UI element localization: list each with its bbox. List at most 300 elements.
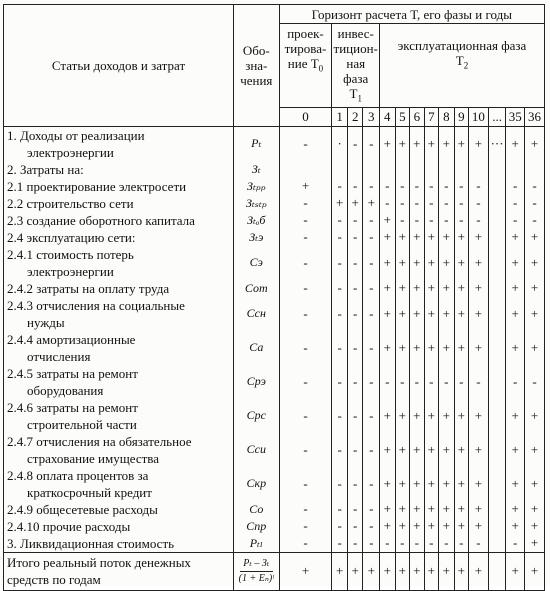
- total-year-mark: +: [395, 552, 410, 590]
- year-mark: +: [525, 246, 545, 280]
- total-year-mark: +: [424, 552, 439, 590]
- year-mark: +: [525, 535, 545, 553]
- year-mark: ·: [332, 126, 348, 161]
- row-name-line: 2.4.5 затраты на ремонт: [7, 365, 138, 381]
- year-mark: +: [363, 195, 380, 212]
- year-mark: +: [439, 229, 455, 246]
- row-name: [4, 501, 234, 518]
- year-mark: +: [525, 433, 545, 467]
- year-mark: +: [439, 399, 455, 433]
- year-mark: +: [380, 212, 396, 229]
- table-row: [4, 229, 545, 246]
- year-mark: -: [363, 433, 380, 467]
- year-mark: -: [469, 212, 489, 229]
- total-year-mark: +: [380, 552, 396, 590]
- year-mark: +: [439, 518, 455, 535]
- year-mark: +: [506, 467, 525, 501]
- header-operation-phase-text: эксплуатационная фаза T: [397, 38, 527, 68]
- header-designation-text: Обо- зна- чения: [240, 42, 273, 88]
- total-label: [4, 552, 234, 590]
- row-designation: Ссн: [234, 297, 280, 331]
- year-mark: -: [279, 297, 332, 331]
- year-mark: +: [424, 467, 439, 501]
- year-mark: -: [347, 212, 363, 229]
- header-year: 8: [439, 107, 455, 126]
- year-mark: +: [439, 297, 455, 331]
- year-mark: -: [279, 365, 332, 399]
- row-designation: Сси: [234, 433, 280, 467]
- row-name: [4, 195, 234, 212]
- year-mark: -: [410, 195, 425, 212]
- total-year-mark: +: [279, 552, 332, 590]
- header-designation: [234, 5, 280, 127]
- year-mark: +: [380, 229, 396, 246]
- year-mark: +: [454, 501, 469, 518]
- year-mark: +: [439, 433, 455, 467]
- year-mark: -: [410, 365, 425, 399]
- year-mark: -: [347, 467, 363, 501]
- year-mark: +: [410, 246, 425, 280]
- year-mark: +: [439, 246, 455, 280]
- year-mark: -: [469, 178, 489, 195]
- year-mark: -: [469, 365, 489, 399]
- year-mark: [469, 161, 489, 178]
- year-mark: +: [410, 518, 425, 535]
- total-year-mark: +: [347, 552, 363, 590]
- year-mark: +: [439, 501, 455, 518]
- row-name-line: 2.3 создание оборотного капитала: [7, 212, 195, 228]
- year-mark: [279, 161, 332, 178]
- row-name: [4, 518, 234, 535]
- year-mark: -: [332, 399, 348, 433]
- row-designation: Срс: [234, 399, 280, 433]
- year-mark: -: [439, 195, 455, 212]
- table-row: [4, 246, 545, 280]
- year-mark: +: [525, 518, 545, 535]
- year-mark: +: [424, 399, 439, 433]
- year-mark: +: [380, 518, 396, 535]
- year-mark: -: [279, 399, 332, 433]
- header-year: 6: [410, 107, 425, 126]
- header-year: 35: [506, 107, 525, 126]
- year-mark: -: [363, 229, 380, 246]
- year-mark: +: [469, 126, 489, 161]
- year-mark: +: [525, 467, 545, 501]
- year-mark: [506, 161, 525, 178]
- row-name-line: 2.1 проектирование электросети: [7, 178, 187, 194]
- year-mark: -: [454, 365, 469, 399]
- row-name: [4, 280, 234, 297]
- year-mark: +: [380, 399, 396, 433]
- year-mark: +: [395, 229, 410, 246]
- total-year-mark: +: [363, 552, 380, 590]
- header-year: 3: [363, 107, 380, 126]
- year-mark: -: [454, 178, 469, 195]
- year-mark: -: [395, 365, 410, 399]
- header-year: ...: [488, 107, 506, 126]
- year-mark: +: [525, 229, 545, 246]
- year-mark: -: [424, 212, 439, 229]
- year-mark: +: [424, 280, 439, 297]
- year-mark: -: [439, 365, 455, 399]
- row-name-line: 2.4 эксплуатацию сети:: [7, 229, 136, 245]
- year-mark: ···: [488, 126, 506, 161]
- header-horizon: Горизонт расчета Т, его фазы и годы: [279, 5, 544, 24]
- year-mark: -: [347, 365, 363, 399]
- year-mark: [332, 161, 348, 178]
- total-year-mark: +: [525, 552, 545, 590]
- year-mark: -: [279, 280, 332, 297]
- row-name: [4, 126, 234, 161]
- table-row: [4, 178, 545, 195]
- year-mark: -: [525, 195, 545, 212]
- year-mark: -: [469, 535, 489, 553]
- year-mark: -: [347, 229, 363, 246]
- year-mark: +: [439, 467, 455, 501]
- row-name-line: 2.4.2 затраты на оплату труда: [7, 280, 170, 296]
- row-designation: Скр: [234, 467, 280, 501]
- year-mark: +: [410, 501, 425, 518]
- year-mark: +: [469, 246, 489, 280]
- row-name-line: 2.2 строительство сети: [7, 195, 134, 211]
- year-mark: +: [380, 297, 396, 331]
- header-invest-phase-text: инвес- тицион- ная фаза T: [333, 26, 378, 101]
- header-year: 4: [380, 107, 396, 126]
- row-name-line: 2.4.7 отчисления на обязательное: [7, 433, 192, 449]
- year-mark: -: [363, 126, 380, 161]
- year-mark: [488, 178, 506, 195]
- row-name-line: строительной части: [27, 416, 137, 432]
- year-mark: [488, 467, 506, 501]
- year-mark: +: [506, 126, 525, 161]
- row-name: [4, 433, 234, 467]
- year-mark: +: [410, 399, 425, 433]
- year-mark: -: [279, 535, 332, 553]
- year-mark: [488, 518, 506, 535]
- year-mark: -: [363, 280, 380, 297]
- row-designation: Зₜэ: [234, 229, 280, 246]
- row-name-line: 2.4.4 амортизационные: [7, 331, 136, 347]
- year-mark: +: [506, 280, 525, 297]
- year-mark: -: [395, 535, 410, 553]
- year-mark: -: [332, 280, 348, 297]
- year-mark: -: [347, 126, 363, 161]
- year-mark: -: [363, 501, 380, 518]
- year-mark: +: [380, 126, 396, 161]
- year-mark: [424, 161, 439, 178]
- year-mark: -: [347, 246, 363, 280]
- row-name-line: нужды: [27, 314, 65, 330]
- year-mark: -: [424, 365, 439, 399]
- year-mark: +: [395, 126, 410, 161]
- year-mark: [488, 331, 506, 365]
- year-mark: -: [439, 178, 455, 195]
- total-row: [4, 552, 545, 590]
- year-mark: [488, 212, 506, 229]
- year-mark: +: [395, 297, 410, 331]
- year-mark: -: [410, 178, 425, 195]
- table-row: [4, 126, 545, 161]
- row-designation: Зₜₚₚ: [234, 178, 280, 195]
- year-mark: -: [279, 331, 332, 365]
- year-mark: -: [347, 433, 363, 467]
- year-mark: +: [395, 518, 410, 535]
- header-design-phase-sub: 0: [318, 63, 324, 74]
- year-mark: [439, 161, 455, 178]
- year-mark: -: [410, 535, 425, 553]
- year-mark: -: [279, 126, 332, 161]
- year-mark: +: [525, 399, 545, 433]
- year-mark: +: [424, 126, 439, 161]
- row-name: [4, 331, 234, 365]
- table-row: [4, 331, 545, 365]
- year-mark: +: [525, 280, 545, 297]
- year-mark: +: [410, 467, 425, 501]
- year-mark: [488, 229, 506, 246]
- year-mark: [410, 161, 425, 178]
- year-mark: +: [380, 246, 396, 280]
- header-year: 2: [347, 107, 363, 126]
- year-mark: +: [410, 280, 425, 297]
- row-name: [4, 246, 234, 280]
- total-year-mark: +: [506, 552, 525, 590]
- year-mark: -: [332, 535, 348, 553]
- year-mark: -: [363, 331, 380, 365]
- year-mark: -: [380, 365, 396, 399]
- total-year-mark: [488, 552, 506, 590]
- year-mark: +: [469, 297, 489, 331]
- year-mark: -: [347, 518, 363, 535]
- header-year: 7: [424, 107, 439, 126]
- table-row: [4, 433, 545, 467]
- row-name: [4, 365, 234, 399]
- header-year: 5: [395, 107, 410, 126]
- year-mark: +: [525, 126, 545, 161]
- year-mark: +: [395, 467, 410, 501]
- year-mark: +: [469, 467, 489, 501]
- year-mark: +: [439, 331, 455, 365]
- year-mark: +: [439, 126, 455, 161]
- table-row: [4, 501, 545, 518]
- year-mark: +: [424, 433, 439, 467]
- table-body: [4, 126, 545, 590]
- year-mark: +: [410, 229, 425, 246]
- year-mark: -: [347, 178, 363, 195]
- year-mark: -: [347, 297, 363, 331]
- row-name: [4, 229, 234, 246]
- table-row: [4, 195, 545, 212]
- year-mark: -: [454, 212, 469, 229]
- year-mark: -: [439, 212, 455, 229]
- year-mark: +: [454, 126, 469, 161]
- year-mark: +: [424, 229, 439, 246]
- year-mark: [380, 161, 396, 178]
- header-invest-phase: [332, 24, 380, 108]
- year-mark: -: [279, 518, 332, 535]
- year-mark: -: [279, 212, 332, 229]
- year-mark: -: [395, 195, 410, 212]
- year-mark: +: [469, 501, 489, 518]
- year-mark: -: [347, 399, 363, 433]
- header-year: 36: [525, 107, 545, 126]
- year-mark: -: [279, 433, 332, 467]
- year-mark: +: [506, 246, 525, 280]
- year-mark: -: [332, 433, 348, 467]
- year-mark: -: [395, 178, 410, 195]
- year-mark: -: [363, 535, 380, 553]
- year-mark: +: [439, 280, 455, 297]
- row-name-line: страхование имущества: [27, 450, 160, 466]
- header-year: 9: [454, 107, 469, 126]
- year-mark: +: [469, 229, 489, 246]
- year-mark: -: [439, 535, 455, 553]
- row-designation: Со: [234, 501, 280, 518]
- row-name: [4, 399, 234, 433]
- header-year: 10: [469, 107, 489, 126]
- year-mark: -: [410, 212, 425, 229]
- year-mark: -: [469, 195, 489, 212]
- year-mark: +: [410, 433, 425, 467]
- year-mark: [488, 501, 506, 518]
- year-mark: -: [332, 331, 348, 365]
- total-label-line: средств по годам: [7, 572, 101, 588]
- year-mark: -: [363, 365, 380, 399]
- header-articles: Статьи доходов и затрат: [4, 5, 234, 127]
- row-name: [4, 297, 234, 331]
- year-mark: [454, 161, 469, 178]
- year-mark: -: [506, 212, 525, 229]
- total-year-mark: +: [454, 552, 469, 590]
- year-mark: [363, 161, 380, 178]
- year-mark: [488, 535, 506, 553]
- header-year: 1: [332, 107, 348, 126]
- year-mark: -: [347, 501, 363, 518]
- row-designation: Зₜ: [234, 161, 280, 178]
- year-mark: -: [380, 535, 396, 553]
- header-design-phase-text: проек- тирова- ние T: [284, 26, 327, 71]
- year-mark: -: [424, 178, 439, 195]
- year-mark: -: [347, 280, 363, 297]
- row-designation: Зₜₛₜₚ: [234, 195, 280, 212]
- year-mark: +: [380, 501, 396, 518]
- year-mark: -: [454, 195, 469, 212]
- year-mark: -: [363, 178, 380, 195]
- table-row: [4, 535, 545, 553]
- row-name-line: электроэнергии: [27, 144, 114, 160]
- formula-numerator: Pₜ – Зₜ: [240, 558, 273, 572]
- year-mark: +: [469, 280, 489, 297]
- row-name: [4, 212, 234, 229]
- year-mark: -: [363, 297, 380, 331]
- row-name-line: 2.4.8 оплата процентов за: [7, 467, 149, 483]
- year-mark: +: [525, 297, 545, 331]
- year-mark: [488, 246, 506, 280]
- year-mark: +: [454, 399, 469, 433]
- year-mark: +: [525, 331, 545, 365]
- year-mark: +: [454, 297, 469, 331]
- table-row: [4, 161, 545, 178]
- year-mark: +: [332, 195, 348, 212]
- row-designation: Сот: [234, 280, 280, 297]
- year-mark: +: [506, 518, 525, 535]
- year-mark: +: [454, 467, 469, 501]
- year-mark: [525, 161, 545, 178]
- row-name-line: краткосрочный кредит: [27, 484, 152, 500]
- row-designation: Pₜₗ: [234, 535, 280, 553]
- year-mark: -: [380, 178, 396, 195]
- total-year-mark: +: [332, 552, 348, 590]
- row-name-line: 3. Ликвидационная стоимость: [7, 535, 175, 551]
- year-mark: +: [410, 331, 425, 365]
- year-mark: -: [279, 246, 332, 280]
- year-mark: +: [506, 501, 525, 518]
- year-mark: +: [454, 331, 469, 365]
- year-mark: +: [380, 280, 396, 297]
- row-name-line: 2.4.6 затраты на ремонт: [7, 399, 138, 415]
- year-mark: +: [454, 229, 469, 246]
- year-mark: +: [395, 501, 410, 518]
- header-year: 0: [279, 107, 332, 126]
- year-mark: -: [525, 178, 545, 195]
- year-mark: +: [454, 246, 469, 280]
- year-mark: -: [279, 195, 332, 212]
- year-mark: +: [454, 433, 469, 467]
- table-row: [4, 467, 545, 501]
- row-name-line: 2.4.1 стоимость потерь: [7, 246, 134, 262]
- row-name: [4, 467, 234, 501]
- year-mark: +: [469, 399, 489, 433]
- row-designation: Pₜ: [234, 126, 280, 161]
- year-mark: -: [332, 178, 348, 195]
- year-mark: +: [469, 331, 489, 365]
- year-mark: +: [506, 399, 525, 433]
- year-mark: +: [380, 467, 396, 501]
- cash-flow-table: [3, 4, 545, 591]
- row-name-line: 2.4.3 отчисления на социальные: [7, 297, 185, 313]
- year-mark: -: [506, 195, 525, 212]
- row-name-line: отчисления: [27, 348, 91, 364]
- row-designation: Зₜₒб: [234, 212, 280, 229]
- year-mark: -: [525, 365, 545, 399]
- year-mark: -: [363, 399, 380, 433]
- year-mark: +: [395, 280, 410, 297]
- row-name-line: 2. Затраты на:: [7, 161, 84, 177]
- formula-denominator: (1 + Eₙ)ᵗ: [238, 572, 274, 584]
- year-mark: -: [332, 297, 348, 331]
- year-mark: [488, 365, 506, 399]
- year-mark: +: [410, 297, 425, 331]
- year-mark: [488, 195, 506, 212]
- year-mark: +: [279, 178, 332, 195]
- total-label-line: Итого реальный поток денежных: [7, 555, 191, 571]
- year-mark: +: [454, 518, 469, 535]
- year-mark: -: [363, 212, 380, 229]
- year-mark: -: [347, 331, 363, 365]
- year-mark: [488, 280, 506, 297]
- table-row: [4, 297, 545, 331]
- year-mark: +: [395, 246, 410, 280]
- year-mark: -: [424, 195, 439, 212]
- year-mark: +: [454, 280, 469, 297]
- year-mark: -: [279, 229, 332, 246]
- year-mark: -: [525, 212, 545, 229]
- year-mark: -: [347, 535, 363, 553]
- row-designation: Сэ: [234, 246, 280, 280]
- year-mark: -: [332, 212, 348, 229]
- year-mark: +: [424, 501, 439, 518]
- year-mark: +: [395, 399, 410, 433]
- total-year-mark: +: [439, 552, 455, 590]
